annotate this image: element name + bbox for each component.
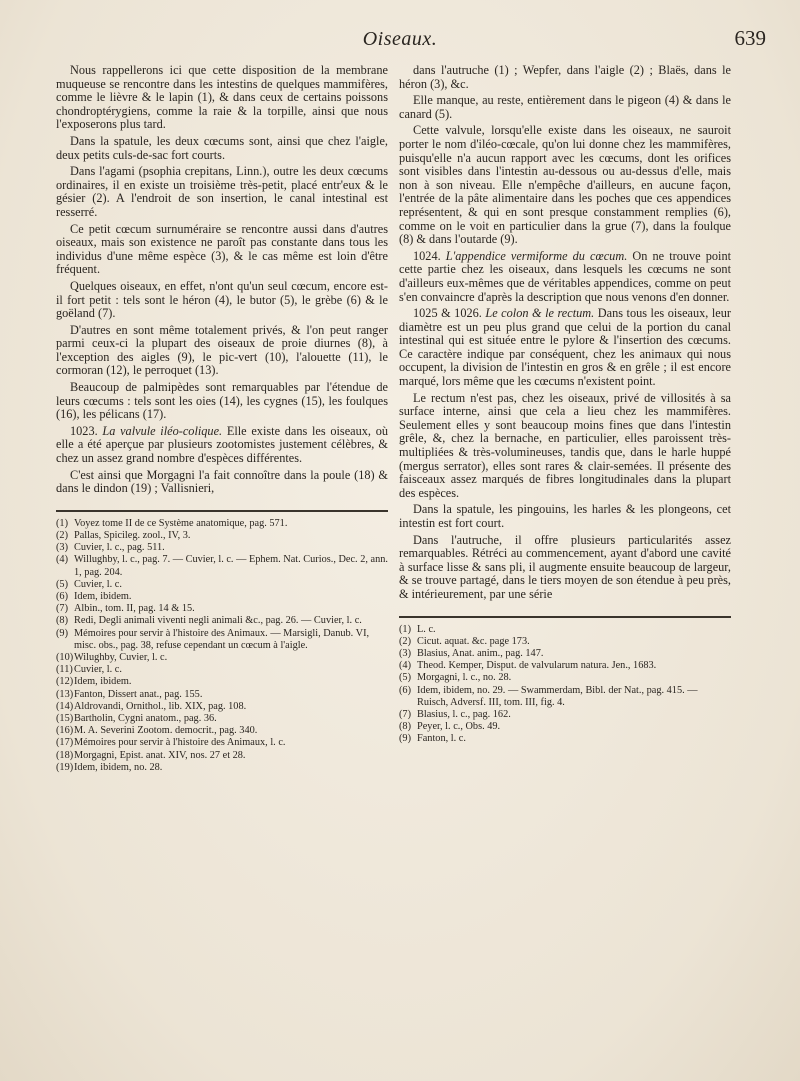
paragraph: C'est ainsi que Morgagni l'a fait connoître dans la poule (18) & dans le dindon (19) ; Vallisnieri,: [56, 467, 388, 496]
footnote-number: (11): [56, 664, 73, 676]
footnote: [56, 664, 388, 676]
footnote-number: (7): [399, 708, 412, 720]
left-column: [56, 64, 388, 774]
footnote-number: (19): [56, 761, 74, 773]
running-title: Oiseaux.: [362, 28, 438, 50]
footnote-number: (14): [56, 700, 74, 712]
footnote-number: (7): [56, 603, 69, 615]
footnote-number: (1): [399, 623, 412, 635]
footnote-text: Morgagni, Epist. anat. XIV, nos. 27 et 28.: [74, 749, 246, 761]
page-number: 639: [734, 26, 766, 50]
paragraph: Cette valvule, lorsqu'elle existe dans les oiseaux, ne sauroit porter le nom d'iléo-cœcale, qu'on lui donne chez les mammifères, puisqu'elle n'a aucun rapport avec les cœcums, dont les orifices sont visibles dans l'intestin au-dessous ou au-dessus d'elle, mais non à son niveau. Elle n'empêche d'ailleurs, en aucune façon, l'entrée de la pâte alimentaire dans les poches que ces appendices représentent, & qui en sont presque constamment remplies (6), comme on le voit en particulier dans la grue (7), dans la foulque (8) & dans l'outarde (9).: [399, 123, 731, 247]
footnote-text: Peyer, l. c., Obs. 49.: [417, 721, 501, 733]
footnote: [56, 628, 388, 652]
section-title: La valvule iléo-colique.: [102, 423, 223, 438]
right-column: [399, 64, 731, 746]
section-text: On ne trouve point cette partie chez les oiseaux, dans lesquels les cœcums ne sont d'ailleurs eux-mêmes que de véritables appendices, comme on peut s'en convaincre d'après la description que nous venons d'en donner.: [399, 248, 732, 304]
section-1025: [399, 307, 731, 389]
footnote-text: Idem, ibidem.: [74, 591, 132, 603]
section-text: Elle existe dans les oiseaux, où elle a été aperçue par plusieurs zootomistes justement célèbres, & chez un assez grand nombre d'espèces différentes.: [56, 423, 388, 466]
paragraph: Beaucoup de palmipèdes sont remarquables par l'étendue de leurs cœcums : tels sont les oies (14), les cygnes (15), les foulques (16), les pélicans (17).: [56, 380, 388, 422]
footnote: [56, 701, 388, 713]
footnote-text: L. c.: [417, 623, 436, 635]
footnote-number: (1): [56, 517, 69, 529]
footnote-text: Fanton, Dissert anat., pag. 155.: [74, 688, 203, 700]
right-paragraphs-after: [399, 392, 731, 602]
footnote-text: Blasius, Anat. anim., pag. 147.: [417, 647, 544, 659]
footnote-number: (9): [56, 627, 69, 639]
footnote: [56, 676, 388, 688]
footnote-number: (6): [399, 684, 412, 696]
footnote: [56, 518, 388, 530]
footnote-text: Cicut. aquat. &c. page 173.: [417, 635, 530, 647]
footnote: [56, 591, 388, 603]
footnote-number: (13): [56, 688, 74, 700]
footnote-text: Mémoires pour servir à l'histoire des Animaux, l. c.: [74, 737, 286, 749]
footnote-number: (16): [56, 725, 74, 737]
footnote: [399, 660, 731, 672]
footnote-text: Theod. Kemper, Disput. de valvularum natura. Jen., 1683.: [417, 660, 657, 672]
paragraph: Dans l'autruche, il offre plusieurs particularités assez remarquables. Rétréci au commencement, ayant d'abord une cavité à surface lisse & sans pli, il augmente ensuite beaucoup de largeur, & se trouve partagé, dans le tiers moyen de son étendue à peu près, & intérieurement, par une série: [399, 532, 731, 601]
paragraph: Quelques oiseaux, en effet, n'ont qu'un seul cœcum, encore est-il fort petit : tels sont le héron (4), le butor (5), le grèbe (6) & le goëland (7).: [56, 278, 388, 321]
footnote-number: (8): [399, 721, 412, 733]
footnote: [399, 685, 731, 709]
footnote: [56, 615, 388, 627]
footnote-number: (6): [56, 591, 69, 603]
paragraph: Ce petit cœcum surnuméraire se rencontre aussi dans d'autres oiseaux, mais son existence ne paroît pas constante dans tous les individus d'une même espèce (3), & le cas même est loin d'être fréquent.: [56, 221, 388, 277]
footnote: [399, 672, 731, 684]
footnote-text: Blasius, l. c., pag. 162.: [417, 708, 511, 720]
footnote-divider: [399, 616, 731, 618]
footnote-text: M. A. Severini Zootom. democrit., pag. 340.: [74, 725, 258, 737]
footnote-text: Voyez tome II de ce Système anatomique, pag. 571.: [74, 517, 288, 529]
section-number: 1025 & 1026.: [413, 306, 482, 321]
footnote-text: Willughby, l. c., pag. 7. — Cuvier, l. c. — Ephem. Nat. Curios., Dec. 2, ann. 1, pag. 204.: [74, 554, 388, 578]
right-paragraphs: [399, 64, 731, 247]
footnote-text: Morgagni, l. c., no. 28.: [417, 672, 512, 684]
section-number: 1024.: [413, 248, 441, 263]
footnote: [56, 652, 388, 664]
footnote-text: Cuvier, l. c., pag. 511.: [74, 542, 165, 554]
paragraph: Elle manque, au reste, entièrement dans le pigeon (4) & dans le canard (5).: [399, 93, 731, 121]
footnote: [399, 733, 731, 745]
footnote-number: (3): [56, 542, 69, 554]
section-title: L'appendice vermiforme du cœcum.: [445, 248, 628, 263]
footnote: [56, 689, 388, 701]
footnote: [56, 603, 388, 615]
footnote-number: (5): [56, 578, 69, 590]
paragraph: Dans la spatule, les pingouins, les harles & les plongeons, cet intestin est fort court.: [399, 502, 731, 530]
footnote: [56, 762, 388, 774]
footnote-number: (9): [399, 733, 412, 745]
footnote: [56, 530, 388, 542]
footnote: [56, 554, 388, 578]
footnote-divider: [56, 510, 388, 512]
footnote-text: Idem, ibidem.: [74, 676, 132, 688]
footnote-number: (10): [56, 652, 74, 664]
paragraph: Nous rappellerons ici que cette disposition de la membrane muqueuse se rencontre dans les intestins de quelques mammifères, comme le lièvre & le lapin (1), & dans ceux de certains poissons chondroptérygiens, comme la raie & la torpille, ainsi que nous l'exposerons plus tard.: [56, 63, 388, 132]
footnote: [399, 648, 731, 660]
footnote-text: Cuvier, l. c.: [74, 664, 122, 676]
left-paragraphs: [56, 64, 388, 422]
right-footnotes: [399, 624, 731, 746]
footnote-number: (5): [399, 672, 412, 684]
page-header: [0, 18, 800, 54]
footnote: [56, 750, 388, 762]
footnote-text: Mémoires pour servir à l'histoire des Animaux. — Marsigli, Danub. VI, misc. obs., pag. 38, refuse cependant un cœcum à l'aigle.: [74, 627, 370, 651]
footnote: [399, 636, 731, 648]
footnote-text: Pallas, Spicileg. zool., IV, 3.: [74, 530, 191, 542]
footnote-number: (2): [399, 635, 412, 647]
section-title: Le colon & le rectum.: [485, 306, 595, 321]
footnote-text: Bartholin, Cygni anatom., pag. 36.: [74, 713, 217, 725]
section-number: 1023.: [70, 423, 98, 438]
footnote-number: (4): [399, 660, 412, 672]
footnote-number: (4): [56, 554, 69, 566]
footnote-text: Fanton, l. c.: [417, 733, 466, 745]
footnote: [399, 721, 731, 733]
footnote: [399, 624, 731, 636]
footnote-text: Aldrovandi, Ornithol., lib. XIX, pag. 108.: [74, 700, 247, 712]
footnote-number: (17): [56, 737, 74, 749]
left-footnotes: [56, 518, 388, 774]
section-1023: [56, 425, 388, 466]
paragraph: Dans la spatule, les deux cœcums sont, ainsi que chez l'aigle, deux petits culs-de-sac fort courts.: [56, 133, 388, 162]
footnote-number: (15): [56, 713, 74, 725]
section-1024: [399, 250, 731, 304]
footnote: [56, 542, 388, 554]
footnote: [399, 709, 731, 721]
footnote-number: (12): [56, 676, 74, 688]
footnote: [56, 737, 388, 749]
paragraph: Le rectum n'est pas, chez les oiseaux, privé de villosités à sa surface interne, ainsi que cela a lieu chez les mammifères. Seulement elles y sont beaucoup moins fines que dans l'intestin grêle, &, chez la bernache, en particulier, elles paroissent très-multipliées & très-volumineuses, tandis que, dans le harle huppé (mergus serrator), elles sont rares & clair-semées. Il présente des faisceaux assez marqués de fibres longitudinales dans la plupart des espèces.: [399, 390, 731, 500]
footnote-text: Idem, ibidem, no. 29. — Swammerdam, Bibl. der Nat., pag. 415. — Ruisch, Adversf. III, tom. III, fig. 4.: [417, 684, 698, 708]
footnote: [56, 713, 388, 725]
section-text: Dans tous les oiseaux, leur diamètre est un peu plus grand que celui de la portion du canal intestinal qui est située entre le pylore & l'insertion des cœcums. Ce caractère indique par conséquent, chez les animaux qui nous occupent, la division de l'intestin en gros & en grêle ; il est encore marqué, lors même que les cœcums n'existent point.: [399, 306, 731, 389]
footnote-number: (2): [56, 530, 69, 542]
footnote: [56, 725, 388, 737]
footnote-text: Albin., tom. II, pag. 14 & 15.: [74, 603, 195, 615]
paragraph: Dans l'agami (psophia crepitans, Linn.), outre les deux cœcums ordinaires, il en existe un troisième très-petit, placé entr'eux & le gésier (2). A l'endroit de son insertion, le canal intestinal est resserré.: [56, 164, 388, 219]
footnote-text: Redi, Degli animali viventi negli animali &c., pag. 26. — Cuvier, l. c.: [74, 615, 362, 627]
footnote-text: Cuvier, l. c.: [74, 578, 122, 590]
footnote-text: Idem, ibidem, no. 28.: [74, 761, 163, 773]
paragraph: D'autres en sont même totalement privés, & l'on peut ranger parmi ceux-ci la plupart des oiseaux de proie diurnes (8), à l'exception des aigles (9), le pic-vert (10), l'alouette (11), le cormoran (12), le perroquet (13).: [56, 322, 388, 378]
footnote-text: Wilughby, Cuvier, l. c.: [74, 652, 168, 664]
paragraph: dans l'autruche (1) ; Wepfer, dans l'aigle (2) ; Blaës, dans le héron (3), &c.: [399, 63, 731, 91]
footnote-number: (3): [399, 647, 412, 659]
footnote-number: (8): [56, 615, 69, 627]
footnote-number: (18): [56, 749, 74, 761]
footnote: [56, 579, 388, 591]
